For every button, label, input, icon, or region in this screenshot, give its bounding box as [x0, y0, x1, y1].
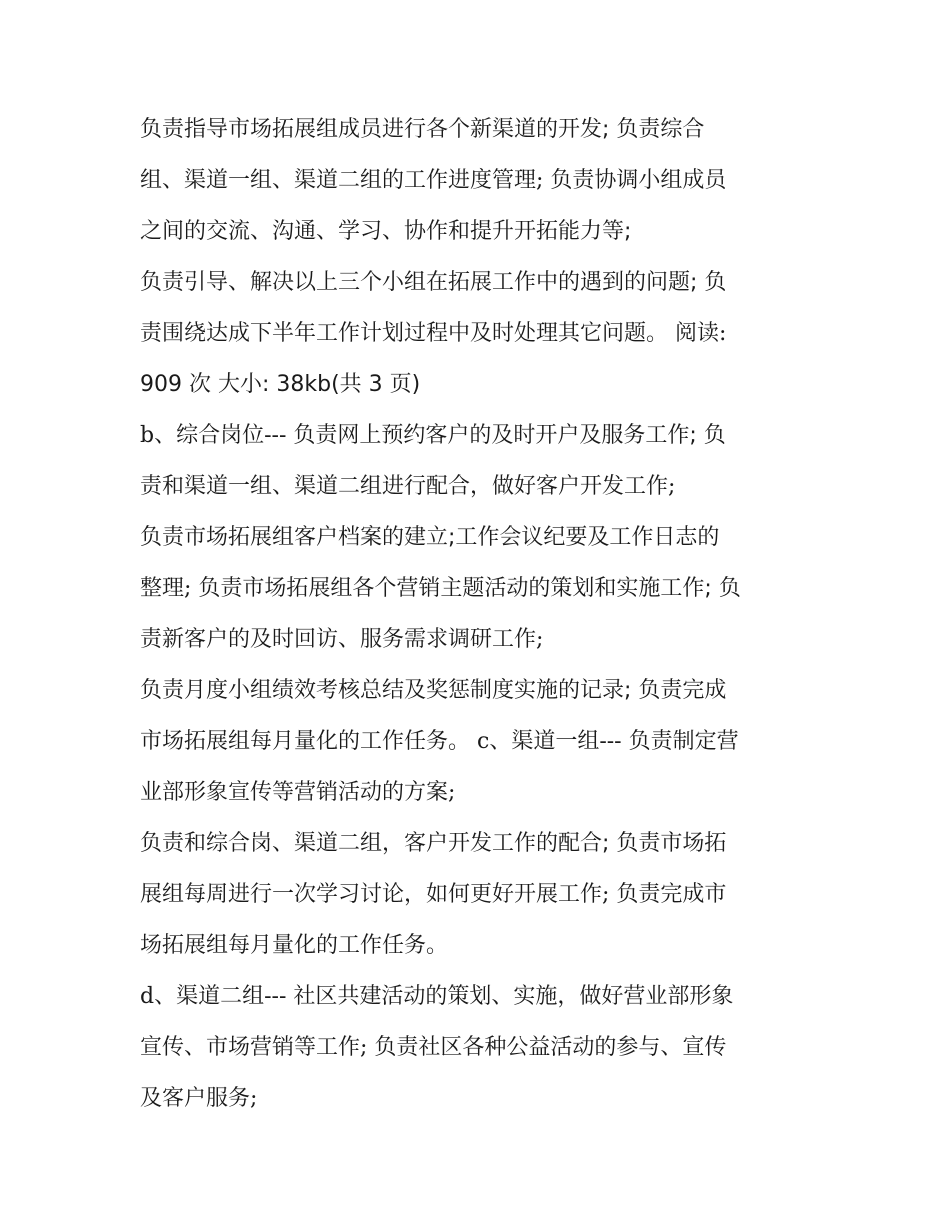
text-line [140, 1022, 820, 1073]
text-segment: 工作会议纪要及工作日志的 [455, 525, 720, 550]
text-segment: 展组每周进行一次学习讨论，如何更好开展工作; [140, 882, 617, 907]
text-segment: 负责市场拓展组客户档案的建立; [140, 525, 456, 550]
text-segment: 909 次 大小: 38kb(共 3 页) [140, 372, 421, 397]
text-line [140, 155, 820, 206]
text-line [140, 308, 820, 359]
text-segment: 负责制定营 [628, 729, 739, 754]
text-segment: 负责指导市场拓展组成员进行各个新渠道的开发; 负责综合 [140, 117, 705, 142]
text-line [140, 512, 820, 563]
text-segment: 组、渠道一组、渠道二组的工作进度管理; [140, 168, 551, 193]
text-line [140, 1073, 820, 1124]
text-segment: 负责市场拓展组各个营销主题活动的策划和实施工作; 负 [198, 576, 741, 601]
text-line [140, 614, 820, 665]
text-segment: 及客户服务; [140, 1086, 258, 1111]
text-segment: 业部形象宣传等营销活动的方案; [140, 780, 456, 805]
text-line [140, 767, 820, 818]
text-segment: 之间的交流、沟通、学习、协作和提升开拓能力等; [140, 219, 632, 244]
text-line [140, 971, 820, 1022]
text-line [140, 563, 820, 614]
text-segment: 责围绕达成下半年工作计划过程中及时处理其它问题。 阅读: [140, 321, 727, 346]
text-segment: 负责协调小组成员 [550, 168, 727, 193]
text-line [140, 818, 820, 869]
text-segment: 负责月度小组绩效考核总结及奖惩制度实施的记录; 负责完成 [140, 678, 727, 703]
text-line [140, 869, 820, 920]
text-segment: 负责和综合岗、渠道二组，客户开发工作的配合; 负责市场拓 [140, 831, 727, 856]
text-line [140, 665, 820, 716]
text-segment: 负责完成市 [616, 882, 727, 907]
text-segment: 场拓展组每月量化的工作任务。 [140, 933, 449, 958]
text-line [140, 257, 820, 308]
text-segment: 负责网上预约客户的及时开户及服务工作; 负 [293, 423, 726, 448]
text-segment: 负责引导、解决以上三个小组在拓展工作中的遇到的问题; 负 [140, 270, 727, 295]
text-segment: 市场拓展组每月量化的工作任务。 c、渠道一组--- [140, 729, 629, 754]
text-line [140, 104, 820, 155]
text-segment: b、综合岗位--- [140, 423, 294, 448]
text-line [140, 206, 820, 257]
text-line [140, 716, 820, 767]
document-body [140, 104, 820, 1124]
text-segment: 负责社区各种公益活动的参与、宣传 [374, 1035, 727, 1060]
text-segment: 责和渠道一组、渠道二组进行配合，做好客户开发工作; [140, 474, 676, 499]
text-line [140, 461, 820, 512]
text-line [140, 920, 820, 971]
text-line [140, 410, 820, 461]
text-segment: d、渠道二组--- 社区共建活动的策划、实施，做好营业部形象 [140, 984, 734, 1009]
text-line [140, 359, 820, 410]
text-segment: 宣传、市场营销等工作; [140, 1035, 375, 1060]
text-segment: 责新客户的及时回访、服务需求调研工作; [140, 627, 544, 652]
text-segment: 整理; [140, 576, 199, 601]
